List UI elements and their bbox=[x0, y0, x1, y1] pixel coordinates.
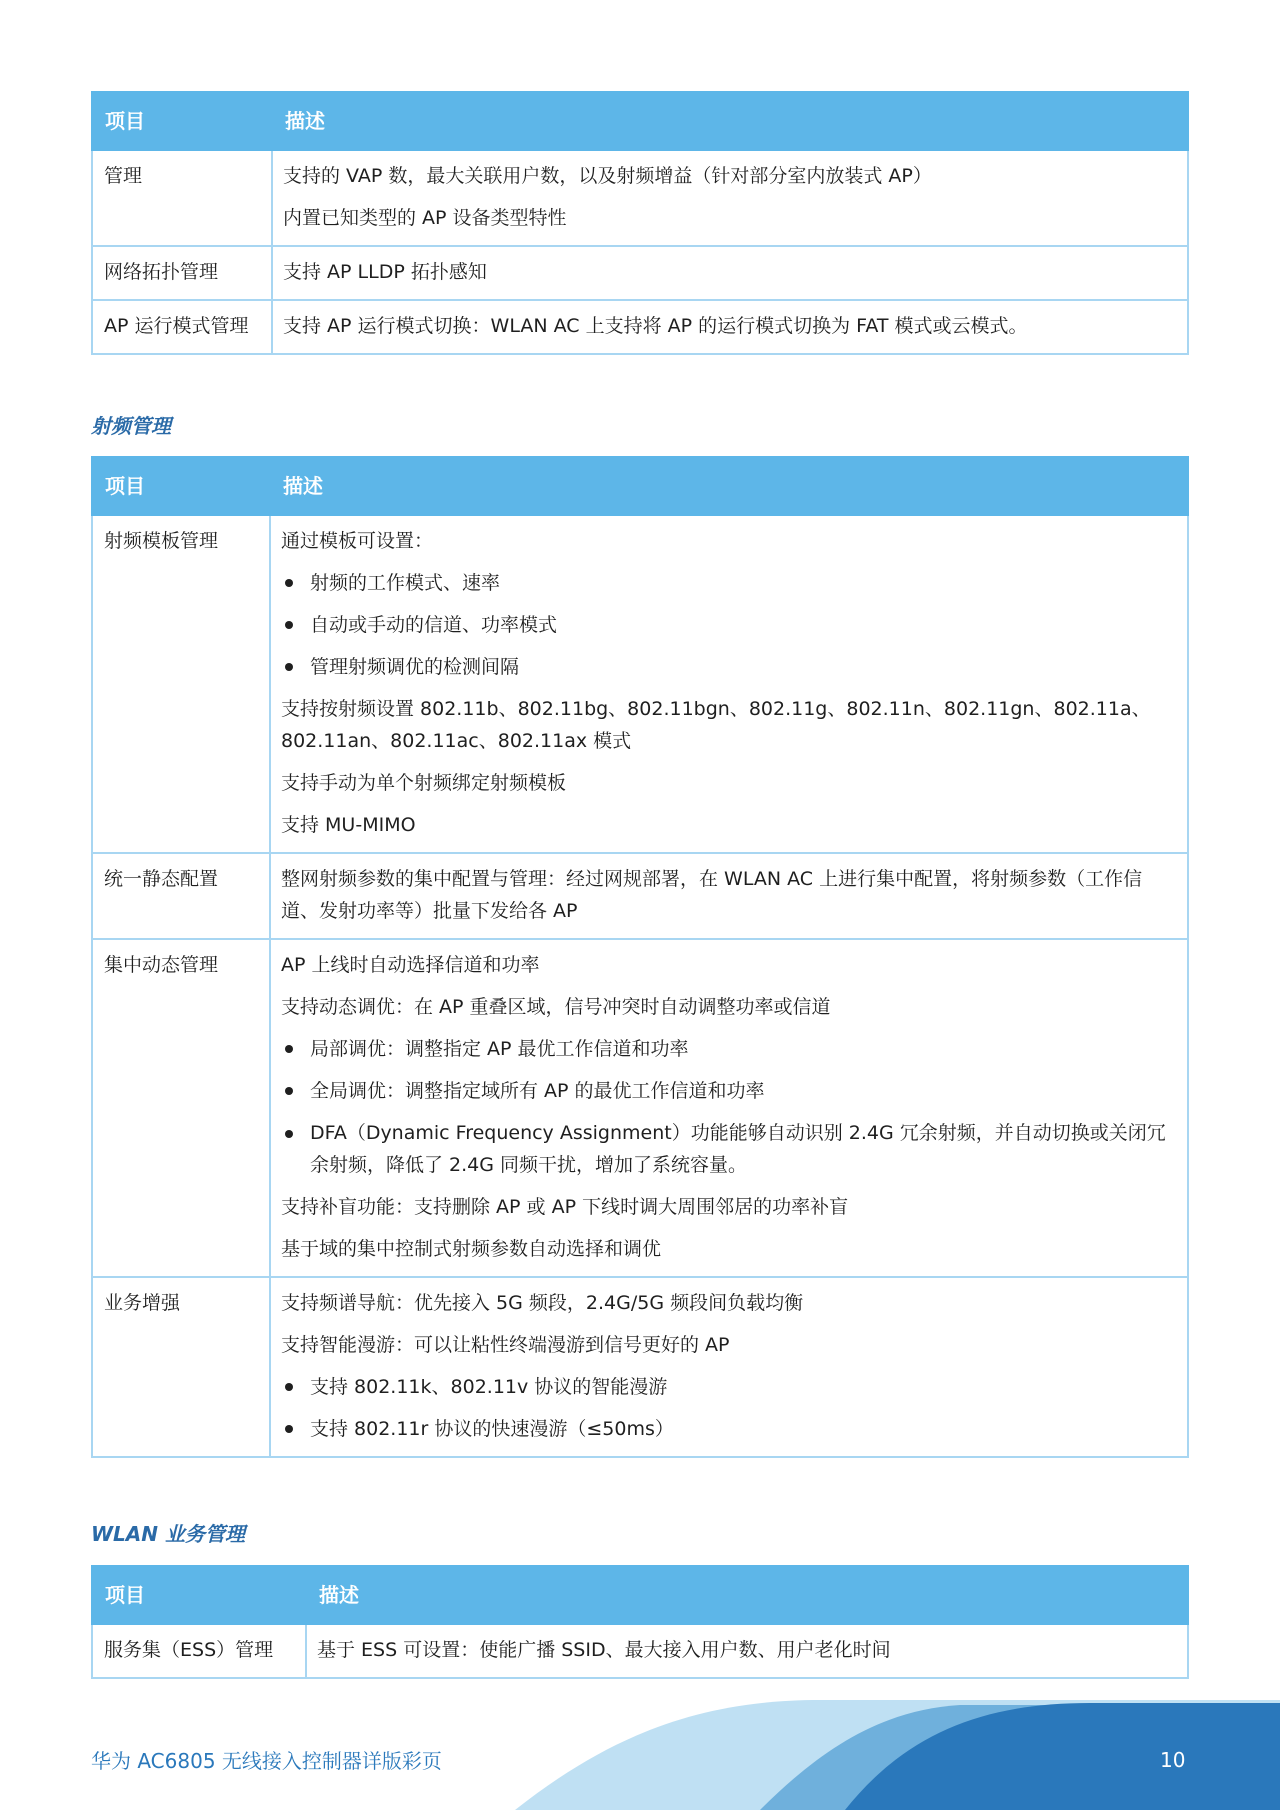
header-item: 项目 bbox=[92, 92, 272, 150]
row-description bbox=[270, 1277, 1188, 1457]
row-description bbox=[270, 939, 1188, 1277]
footer-document-title: 华为 AC6805 无线接入控制器详版彩页 bbox=[91, 1749, 442, 1773]
header-description: 描述 bbox=[270, 457, 1188, 515]
bullet-item: 局部调优：调整指定 AP 最优工作信道和功率 bbox=[281, 1028, 1177, 1070]
row-item: 服务集（ESS）管理 bbox=[92, 1624, 306, 1678]
description-line: 通过模板可设置： bbox=[281, 530, 434, 552]
bullet-item: 支持 802.11r 协议的快速漫游（≤50ms） bbox=[281, 1408, 1177, 1450]
table-row bbox=[92, 515, 1188, 853]
row-description bbox=[272, 246, 1188, 300]
row-item: 统一静态配置 bbox=[92, 853, 270, 939]
row-description bbox=[270, 853, 1188, 939]
description-line: 内置已知类型的 AP 设备类型特性 bbox=[283, 207, 567, 229]
table-header-row bbox=[92, 1566, 1188, 1624]
wlan-service-table bbox=[91, 1565, 1189, 1679]
description-line: 支持智能漫游：可以让粘性终端漫游到信号更好的 AP bbox=[281, 1334, 730, 1356]
device-management-table bbox=[91, 91, 1189, 355]
table-header-row bbox=[92, 457, 1188, 515]
row-item: 射频模板管理 bbox=[92, 515, 270, 853]
description-line: 支持补盲功能：支持删除 AP 或 AP 下线时调大周围邻居的功率补盲 bbox=[281, 1196, 849, 1218]
bullet-item: 射频的工作模式、速率 bbox=[281, 562, 1177, 604]
description-line: 支持 AP LLDP 拓扑感知 bbox=[283, 261, 487, 283]
bullet-item: 管理射频调优的检测间隔 bbox=[281, 646, 1177, 688]
description-line: 支持频谱导航：优先接入 5G 频段，2.4G/5G 频段间负载均衡 bbox=[281, 1292, 804, 1314]
header-description: 描述 bbox=[272, 92, 1188, 150]
description-line: 支持 MU-MIMO bbox=[281, 814, 416, 836]
description-line: 支持 AP 运行模式切换：WLAN AC 上支持将 AP 的运行模式切换为 FAT 模式或云模式。 bbox=[283, 315, 1028, 337]
header-description: 描述 bbox=[306, 1566, 1188, 1624]
table-row bbox=[92, 300, 1188, 354]
row-description bbox=[270, 515, 1188, 853]
row-description bbox=[272, 150, 1188, 246]
page-number: 10 bbox=[1160, 1748, 1186, 1772]
description-line: 支持手动为单个射频绑定射频模板 bbox=[281, 772, 567, 794]
description-line: 支持动态调优：在 AP 重叠区域，信号冲突时自动调整功率或信道 bbox=[281, 996, 831, 1018]
bullet-item: 支持 802.11k、802.11v 协议的智能漫游 bbox=[281, 1366, 1177, 1408]
row-item: 网络拓扑管理 bbox=[92, 246, 272, 300]
bullet-item: 自动或手动的信道、功率模式 bbox=[281, 604, 1177, 646]
description-line: AP 上线时自动选择信道和功率 bbox=[281, 954, 540, 976]
description-line: 基于 ESS 可设置：使能广播 SSID、最大接入用户数、用户老化时间 bbox=[317, 1639, 891, 1661]
table-row bbox=[92, 853, 1188, 939]
table-header-row bbox=[92, 92, 1188, 150]
row-item: AP 运行模式管理 bbox=[92, 300, 272, 354]
table-row bbox=[92, 150, 1188, 246]
row-item: 业务增强 bbox=[92, 1277, 270, 1457]
section-title-wlan-service-management: WLAN 业务管理 bbox=[91, 1522, 245, 1546]
description-line: 基于域的集中控制式射频参数自动选择和调优 bbox=[281, 1238, 662, 1260]
bullet-item: DFA（Dynamic Frequency Assignment）功能能够自动识别 2.4G 冗余射频，并自动切换或关闭冗余射频，降低了 2.4G 同频干扰，增加了系统容量。 bbox=[281, 1112, 1177, 1186]
table-row bbox=[92, 246, 1188, 300]
bullet-item: 全局调优：调整指定域所有 AP 的最优工作信道和功率 bbox=[281, 1070, 1177, 1112]
row-item: 集中动态管理 bbox=[92, 939, 270, 1277]
table-row bbox=[92, 1624, 1188, 1678]
rf-management-table bbox=[91, 456, 1189, 1458]
description-line: 支持按射频设置 802.11b、802.11bg、802.11bgn、802.11g、802.11n、802.11gn、802.11a、802.11an、802.11ac、802.11ax 模式 bbox=[281, 698, 1151, 752]
section-title-rf-management: 射频管理 bbox=[91, 414, 171, 438]
table-row bbox=[92, 939, 1188, 1277]
row-item: 管理 bbox=[92, 150, 272, 246]
row-description bbox=[272, 300, 1188, 354]
row-description bbox=[306, 1624, 1188, 1678]
header-item: 项目 bbox=[92, 457, 270, 515]
description-line: 支持的 VAP 数，最大关联用户数，以及射频增益（针对部分室内放装式 AP） bbox=[283, 165, 932, 187]
description-line: 整网射频参数的集中配置与管理：经过网规部署，在 WLAN AC 上进行集中配置，将射频参数（工作信道、发射功率等）批量下发给各 AP bbox=[281, 868, 1143, 922]
table-row bbox=[92, 1277, 1188, 1457]
header-item: 项目 bbox=[92, 1566, 306, 1624]
